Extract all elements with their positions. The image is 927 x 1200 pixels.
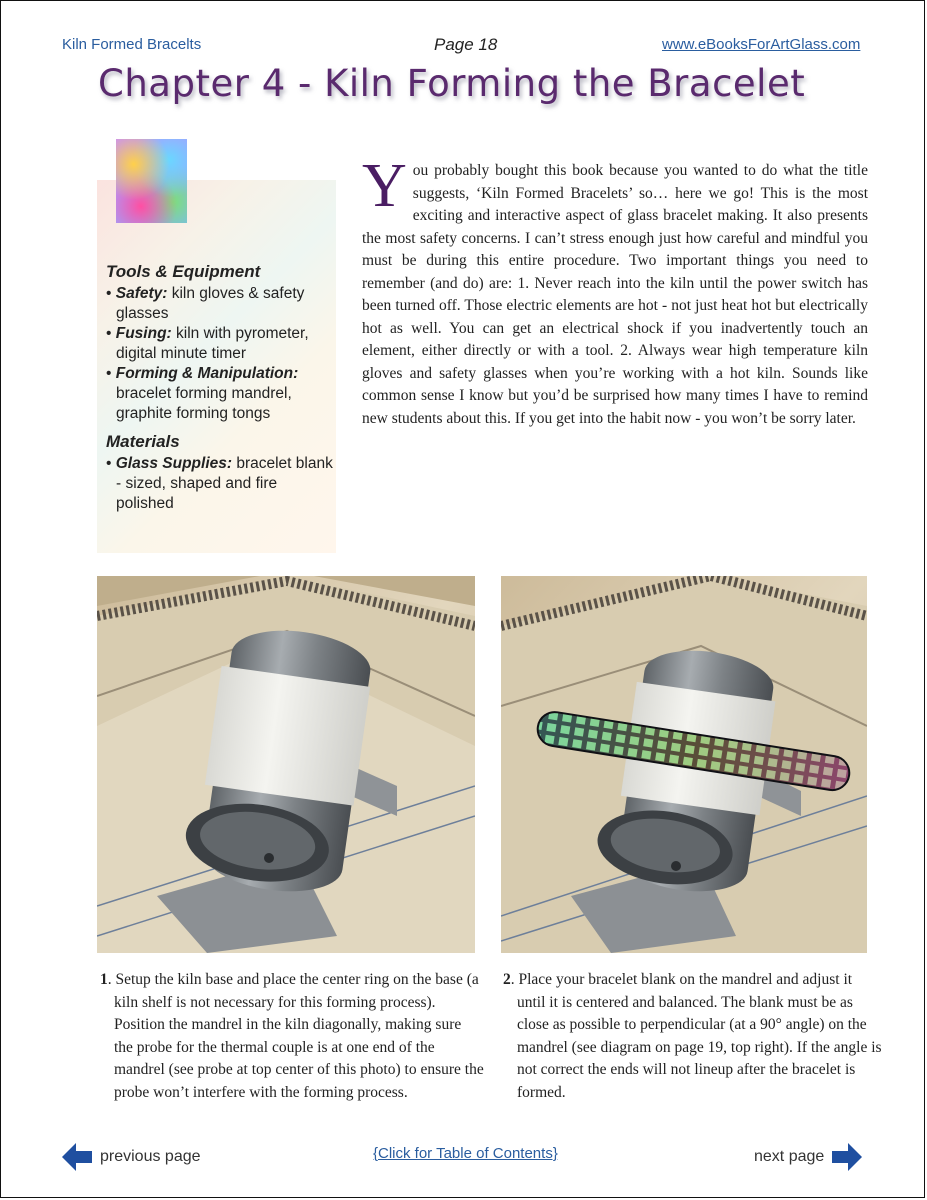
tools-item-fusing: • Fusing: kiln with pyrometer, digital minute timer — [106, 325, 309, 362]
materials-heading: Materials — [106, 432, 180, 451]
tools-item-safety: • Safety: kiln gloves & safety glasses — [106, 285, 305, 322]
tools-item-label: Forming & Manipulation: — [115, 365, 299, 382]
next-page-label: next page — [754, 1148, 825, 1165]
caption-step-number: 2 — [503, 971, 511, 988]
materials-item-label: Glass Supplies: — [115, 455, 233, 472]
table-of-contents-link[interactable]: {Click for Table of Contents} — [373, 1145, 558, 1162]
tools-item-text: kiln with pyrometer, digital minute timer — [116, 325, 309, 362]
materials-item-text: bracelet blank - sized, shaped and fire polished — [116, 455, 333, 512]
tools-heading: Tools & Equipment — [106, 262, 261, 281]
arrow-right-icon — [832, 1143, 862, 1171]
next-page-button[interactable] — [754, 1143, 862, 1171]
tools-item-forming: • Forming & Manipulation: bracelet forming mandrel, graphite forming tongs — [106, 365, 299, 422]
tools-item-label: Safety: — [115, 285, 168, 302]
tools-item-text: bracelet forming mandrel, graphite forming tongs — [116, 385, 292, 422]
chapter-title: Chapter 4 - Kiln Forming the Bracelet — [98, 62, 806, 105]
dichroic-glass-swatch — [116, 139, 187, 223]
caption-step-text: . Place your bracelet blank on the mandrel and adjust it until it is centered and balanced. The blank must be as close as possible to perpendicular (at a 90° angle) on the mandrel (see diagram on page 19, top right). If the angle is not correct the ends will not lineup after the bracelet is formed. — [510, 971, 882, 1101]
caption-step-2 — [503, 969, 883, 1104]
sidebar-tools-materials — [106, 262, 336, 514]
previous-page-button[interactable] — [62, 1143, 201, 1171]
caption-step-number: 1 — [100, 971, 108, 988]
photo-mandrel-in-kiln — [97, 576, 475, 953]
drop-cap: Y — [362, 152, 407, 220]
caption-step-1 — [100, 969, 484, 1104]
photo-blank-on-mandrel — [501, 576, 867, 953]
header-website-link[interactable]: www.eBooksForArtGlass.com — [662, 36, 861, 53]
intro-text: ou probably bought this book because you wanted to do what the title suggests, ‘Kiln Formed Bracelets’ so… here we go! This is the most exciting and interactive aspect of glass bracelet making. It also presents the most safety concerns. I can’t stress enough just how careful and mindful you must be during this entire procedure. Two important things you need to remember (and do) are: 1. Never reach into the kiln until the power switch has been turned off. Those electric elements are hot - not just heat hot but electrically hot as well. You can get an electrical shock if you inadvertently touch an element, either directly or with a tool. 2. Always wear high temperature kiln gloves and safety glasses when you’re working with a hot kiln. Sounds like common sense I know but you’d be surprised how many times I have to remind new students about this. If you get into the habit now - you won’t be sorry later. — [362, 162, 868, 427]
caption-step-text: . Setup the kiln base and place the center ring on the base (a kiln shelf is not necessary for this forming process). Position the mandrel in the kiln diagonally, making sure the probe for the thermal couple is at one end of the mandrel (see probe at top center of this photo) to ensure the probe won’t interfere with the forming process. — [107, 971, 484, 1101]
header-book-title: Kiln Formed Bracelts — [62, 36, 202, 53]
intro-paragraph — [362, 152, 868, 430]
tools-item-label: Fusing: — [115, 325, 172, 342]
tools-item-text: kiln gloves & safety glasses — [116, 285, 305, 322]
arrow-left-icon — [62, 1143, 92, 1171]
header-page-number: Page 18 — [434, 35, 498, 54]
previous-page-label: previous page — [100, 1148, 201, 1165]
materials-item-glass: • Glass Supplies: bracelet blank - sized, shaped and fire polished — [106, 455, 333, 512]
